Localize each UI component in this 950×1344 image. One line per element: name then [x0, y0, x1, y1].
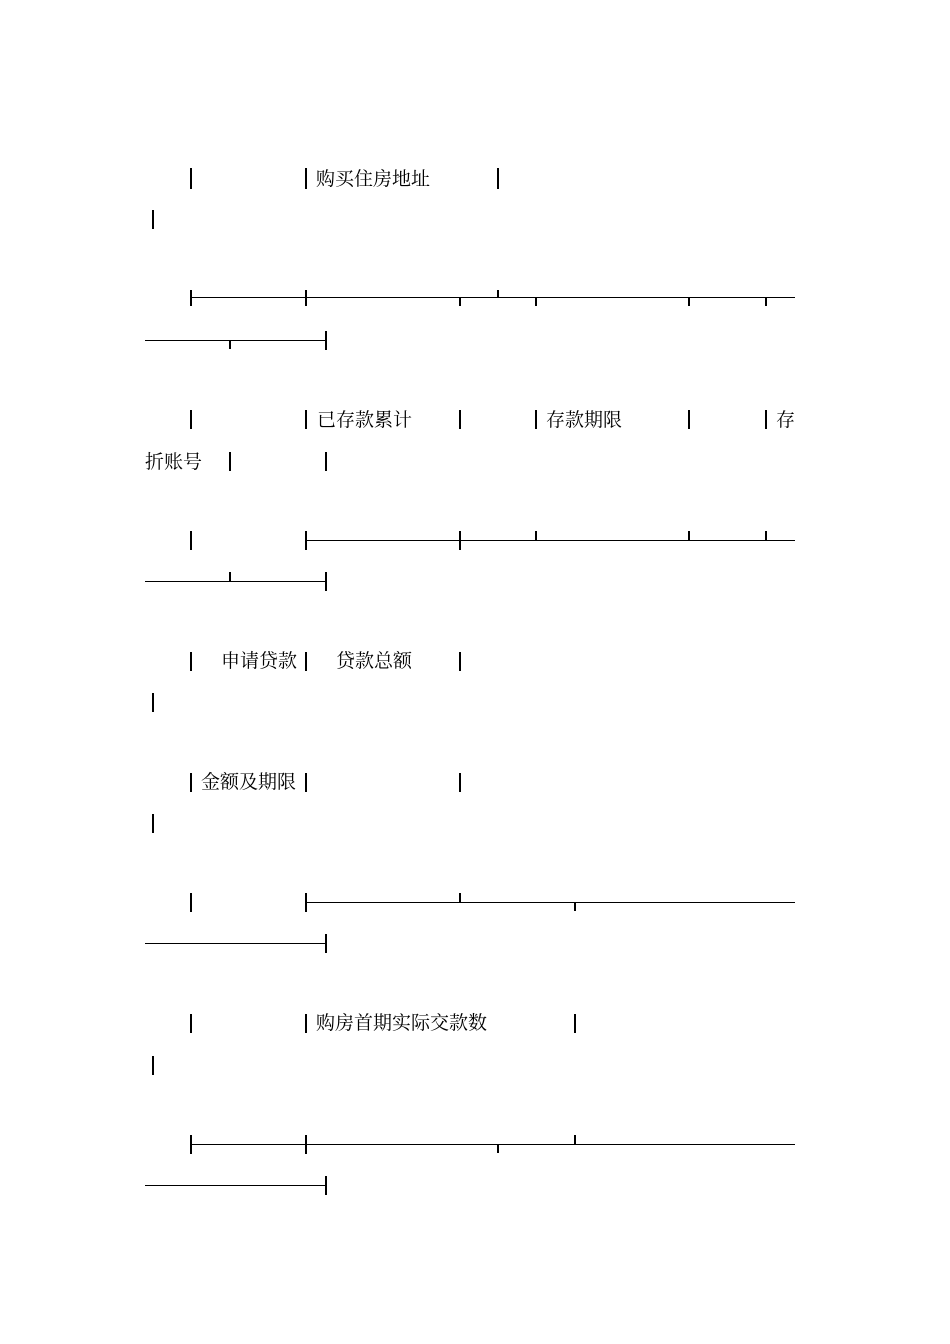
- table-rule: [191, 1144, 795, 1145]
- table-rule: [145, 581, 326, 582]
- table-border: [325, 572, 327, 591]
- table-border: [152, 210, 154, 229]
- table-border: [305, 1014, 307, 1033]
- table-rule: [145, 1185, 326, 1186]
- loan-apply-label: 申请贷款: [221, 650, 298, 672]
- table-border: [305, 168, 307, 189]
- table-border: [305, 1135, 307, 1154]
- table-border: [574, 1135, 576, 1144]
- table-border: [688, 531, 690, 540]
- table-border: [459, 773, 461, 792]
- table-border: [152, 1056, 154, 1075]
- table-rule: [306, 902, 795, 903]
- house-address-label: 购买住房地址: [316, 168, 431, 190]
- table-border: [190, 652, 192, 671]
- table-border: [190, 168, 192, 189]
- table-border: [325, 934, 327, 953]
- table-border: [765, 297, 767, 306]
- table-border: [229, 572, 231, 581]
- table-border: [535, 531, 537, 540]
- table-border: [459, 297, 461, 306]
- passbook-label-part2: 折账号: [145, 451, 203, 473]
- table-border: [497, 1144, 499, 1153]
- loan-total-label: 贷款总额: [336, 650, 413, 672]
- amount-term-label: 金额及期限: [201, 771, 297, 793]
- table-border: [152, 693, 154, 712]
- table-border: [459, 652, 461, 671]
- table-border: [574, 902, 576, 911]
- deposit-term-label: 存款期限: [546, 409, 623, 431]
- table-border: [497, 168, 499, 189]
- table-rule: [145, 943, 326, 944]
- table-border: [688, 297, 690, 306]
- table-rule: [191, 297, 795, 298]
- table-border: [459, 410, 461, 429]
- table-border: [190, 410, 192, 429]
- table-border: [688, 410, 690, 429]
- table-border: [497, 290, 499, 297]
- table-border: [305, 290, 307, 306]
- table-border: [459, 893, 461, 902]
- table-border: [190, 893, 192, 912]
- table-border: [229, 340, 231, 349]
- table-border: [190, 1014, 192, 1033]
- table-border: [305, 652, 307, 671]
- table-border: [325, 331, 327, 350]
- table-border: [305, 773, 307, 792]
- table-border: [152, 814, 154, 833]
- table-border: [325, 1176, 327, 1195]
- table-border: [229, 452, 231, 471]
- table-border: [574, 1014, 576, 1033]
- table-border: [190, 773, 192, 792]
- table-border: [190, 1135, 192, 1154]
- down-payment-label: 购房首期实际交款数: [316, 1012, 488, 1034]
- table-border: [190, 531, 192, 550]
- deposit-total-label: 已存款累计: [317, 409, 413, 431]
- table-rule: [145, 340, 326, 341]
- table-border: [535, 297, 537, 306]
- table-border: [305, 410, 307, 429]
- table-border: [325, 452, 327, 471]
- passbook-label-part1: 存: [776, 409, 796, 431]
- table-rule: [306, 540, 795, 541]
- table-border: [459, 531, 461, 550]
- table-border: [190, 290, 192, 306]
- table-border: [305, 531, 307, 550]
- table-border: [765, 410, 767, 429]
- table-border: [535, 410, 537, 429]
- table-border: [305, 893, 307, 912]
- table-border: [765, 531, 767, 540]
